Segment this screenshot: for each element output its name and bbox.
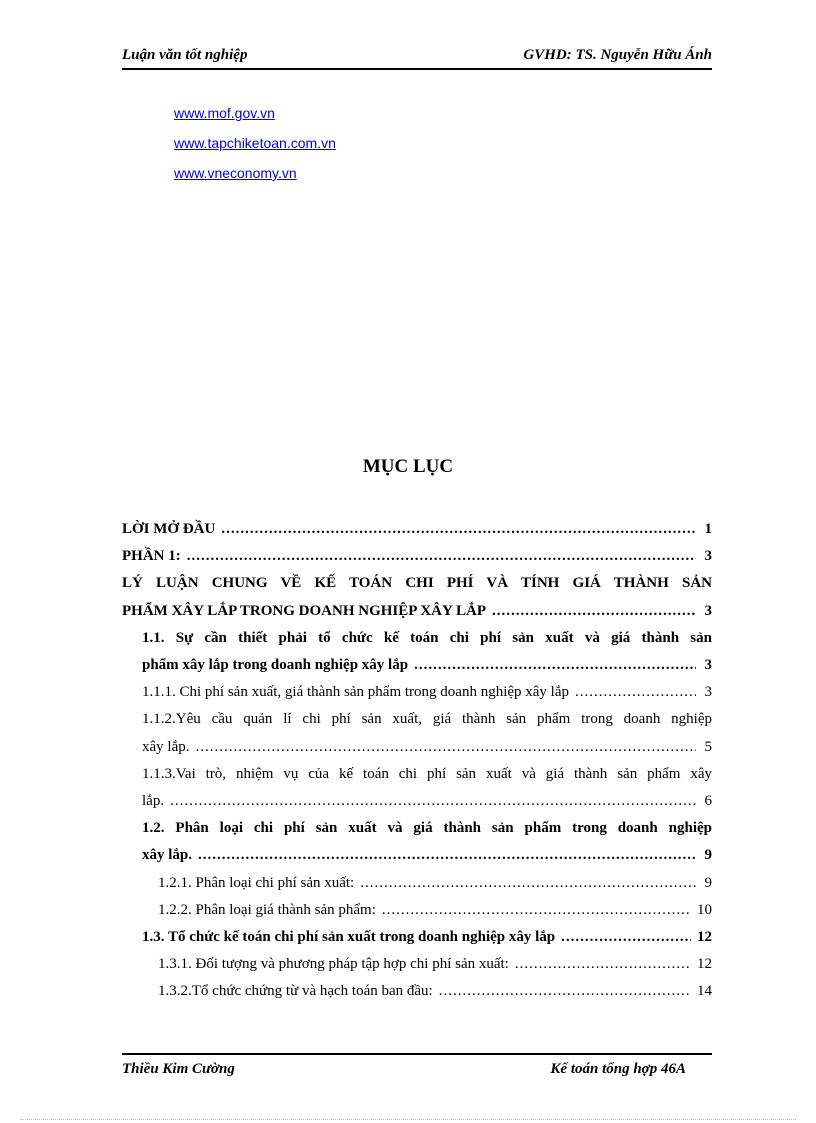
toc-page-number: 12 bbox=[697, 929, 712, 946]
toc-entry-text: xây lắp. bbox=[142, 738, 190, 755]
toc-page-number: 5 bbox=[704, 738, 712, 755]
toc-entry-text: LÝ LUẬN CHUNG VỀ KẾ TOÁN CHI PHÍ VÀ TÍNH GIÁ THÀNH SẢN bbox=[122, 575, 712, 592]
toc-leader-dots bbox=[382, 897, 691, 924]
header-advisor-label: GVHD: TS. Nguyễn Hữu Ánh bbox=[523, 47, 712, 63]
page-header bbox=[122, 47, 712, 70]
table-of-contents bbox=[122, 516, 712, 1006]
toc-entry-text: 1.1.3.Vai trò, nhiệm vụ của kế toán chi phí sản xuất và giá thành sản phẩm xây bbox=[142, 765, 712, 782]
toc-entry-text: xây lắp. bbox=[142, 847, 193, 864]
footer-author: Thiều Kim Cường bbox=[122, 1061, 235, 1077]
toc-page-number: 3 bbox=[704, 548, 712, 565]
reference-links bbox=[174, 98, 336, 188]
toc-entry-text: 1.1.2.Yêu cầu quản lí chi phí sản xuất, giá thành sản phẩm trong doanh nghiệp bbox=[142, 711, 712, 728]
toc-entry-text: 1.3.1. Đối tượng và phương pháp tập hợp chi phí sản xuất: bbox=[158, 956, 509, 973]
toc-entry[interactable] bbox=[122, 761, 712, 815]
toc-page-number: 14 bbox=[697, 983, 712, 1000]
toc-leader-dots bbox=[198, 842, 696, 869]
link-tapchiketoan[interactable]: www.tapchiketoan.com.vn bbox=[174, 135, 336, 151]
toc-page-number: 9 bbox=[704, 847, 712, 864]
toc-entry-text: 1.1. Sự cần thiết phải tổ chức kế toán chi phí sản xuất và giá thành sản bbox=[142, 629, 712, 646]
toc-leader-dots bbox=[575, 679, 696, 706]
toc-entry-text: phẩm xây lắp trong doanh nghiệp xây lắp bbox=[142, 657, 409, 674]
toc-page-number: 6 bbox=[704, 793, 712, 810]
toc-entry-text: 1.3.2.Tổ chức chứng từ và hạch toán ban đầu: bbox=[158, 983, 433, 1000]
toc-entry[interactable] bbox=[122, 951, 712, 978]
toc-entry[interactable] bbox=[122, 924, 712, 951]
toc-entry-text: LỜI MỞ ĐẦU bbox=[122, 521, 216, 537]
toc-leader-dots bbox=[195, 734, 696, 761]
toc-title: MỤC LỤC bbox=[362, 456, 454, 477]
toc-entry[interactable] bbox=[122, 570, 712, 624]
header-thesis-label: Luận văn tốt nghiệp bbox=[122, 47, 248, 63]
toc-page-number: 12 bbox=[697, 956, 712, 973]
toc-entry-text: 1.3. Tổ chức kế toán chi phí sản xuất trong doanh nghiệp xây lắp bbox=[142, 929, 556, 946]
toc-entry-text: PHẨM XÂY LẮP TRONG DOANH NGHIỆP XÂY LẮP bbox=[122, 602, 487, 619]
toc-entry-text: 1.2.1. Phân loại chi phí sản xuất: bbox=[158, 874, 355, 891]
link-vneconomy[interactable]: www.vneconomy.vn bbox=[174, 165, 297, 181]
toc-entry-text: 1.2. Phân loại chi phí sản xuất và giá thành sản phẩm trong doanh nghiệp bbox=[142, 820, 712, 837]
toc-entry[interactable] bbox=[122, 815, 712, 869]
toc-leader-dots bbox=[439, 978, 691, 1005]
toc-page-number: 1 bbox=[704, 521, 712, 537]
toc-entry[interactable] bbox=[122, 897, 712, 924]
toc-leader-dots bbox=[187, 543, 696, 570]
toc-entry-text: 1.1.1. Chi phí sản xuất, giá thành sản phẩm trong doanh nghiệp xây lắp bbox=[142, 684, 570, 701]
toc-page-number: 9 bbox=[704, 874, 712, 891]
toc-leader-dots bbox=[515, 951, 691, 978]
toc-leader-dots bbox=[414, 652, 696, 679]
toc-entry-text: 1.2.2. Phân loại giá thành sản phẩm: bbox=[158, 901, 376, 918]
toc-entry[interactable] bbox=[122, 679, 712, 706]
link-mof[interactable]: www.mof.gov.vn bbox=[174, 105, 275, 121]
toc-entry[interactable] bbox=[122, 706, 712, 760]
toc-entry[interactable] bbox=[122, 978, 712, 1005]
toc-entry-text: PHẦN 1: bbox=[122, 548, 181, 565]
footer-class: Kế toán tổng hợp 46A bbox=[550, 1061, 686, 1077]
page-bottom-divider bbox=[20, 1119, 796, 1120]
toc-page-number: 3 bbox=[704, 684, 712, 701]
toc-leader-dots bbox=[170, 788, 696, 815]
toc-leader-dots bbox=[221, 516, 696, 543]
toc-entry[interactable] bbox=[122, 870, 712, 897]
toc-page-number: 3 bbox=[704, 657, 712, 674]
toc-entry[interactable] bbox=[122, 625, 712, 679]
toc-entry-text: lắp. bbox=[142, 793, 165, 810]
toc-leader-dots bbox=[492, 598, 696, 625]
page-footer bbox=[122, 1053, 712, 1078]
toc-entry[interactable] bbox=[122, 543, 712, 570]
toc-entry[interactable] bbox=[122, 516, 712, 543]
toc-page-number: 10 bbox=[697, 901, 712, 918]
toc-page-number: 3 bbox=[704, 602, 712, 619]
toc-leader-dots bbox=[360, 870, 696, 897]
toc-leader-dots bbox=[561, 924, 691, 951]
